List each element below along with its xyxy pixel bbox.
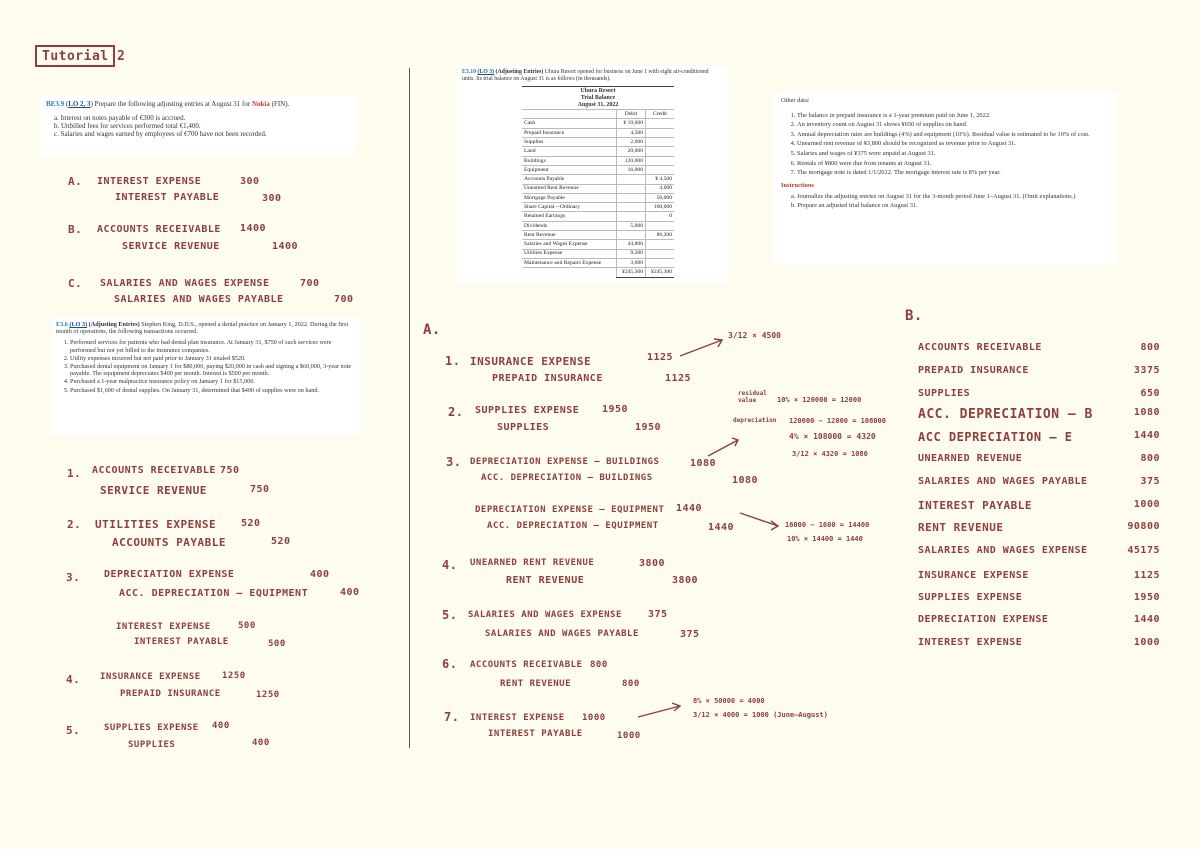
e36-answer-num: 3. <box>66 571 81 584</box>
tb-account-cell: Accounts Payable <box>522 175 617 184</box>
e36-answer-credit: ACCOUNTS PAYABLE <box>112 536 226 549</box>
e36-item: 3. Purchased dental equipment on January 1 for $80,000, paying $20,000 in cash and signing a $60,000, 3-year note payable. The equipment depreciates $400 per month. Interest is $500 per month. <box>70 363 354 377</box>
be39-answer-debit: ACCOUNTS RECEIVABLE <box>97 224 221 235</box>
part-b-account: SUPPLIES EXPENSE <box>918 592 1023 603</box>
part-b-amount: 1440 <box>1133 614 1160 625</box>
part-a-debit-amount: 1000 <box>582 713 606 723</box>
part-a-debit-amount: 1125 <box>647 352 674 363</box>
tb-account-cell: Rent Revenue <box>522 231 617 240</box>
tb-credit-cell: 50,000 <box>646 193 675 202</box>
part-b-label: B. <box>905 308 923 324</box>
part-b-amount: 1080 <box>1133 407 1160 418</box>
be39-lo-link[interactable]: LO 2, 3 <box>68 100 91 108</box>
e36-answer-num: 4. <box>66 673 81 686</box>
part-a-credit-amount: 1950 <box>635 422 662 433</box>
note-dep-calc: 3/12 × 4320 = 1080 <box>792 450 868 458</box>
arrow-icon <box>740 513 778 526</box>
tb-debit-cell: 5,000 <box>617 221 646 230</box>
e36-answer-credit: SERVICE REVENUE <box>100 484 207 497</box>
e36-answer-num: 2. <box>67 518 82 531</box>
part-a-credit: SALARIES AND WAGES PAYABLE <box>485 629 639 639</box>
be39-answer-letter: B. <box>68 223 83 236</box>
e36-item: 1. Performed services for patients who had dental plan insurance. At January 31, $750 of such services were performed but not yet billed to the insurance companies. <box>70 339 354 353</box>
e36-answer-debit: ACCOUNTS RECEIVABLE <box>92 465 216 476</box>
part-b-amount: 45175 <box>1127 545 1160 556</box>
be39-company: Nokia <box>251 100 270 108</box>
tb-account-cell: Share Capital—Ordinary <box>522 203 617 212</box>
tb-title-line: Uhura Resort <box>580 88 616 95</box>
part-a-num: 2. <box>448 405 464 419</box>
e36-heading: (Adjusting Entries) <box>88 321 140 328</box>
note-residual-calc: 10% × 120000 = 12000 <box>777 396 862 404</box>
part-b-account: DEPRECIATION EXPENSE <box>918 614 1049 625</box>
tb-account-cell: Utilities Expense <box>522 249 617 258</box>
e36-item: 4. Purchased a 1-year malpractice insurance policy on January 1 for $15,000. <box>70 378 354 385</box>
other-data-item: 4. Unearned rent revenue of ¥3,800 should be recognized as revenue prior to August 31. <box>797 140 1109 149</box>
part-b-account: ACCOUNTS RECEIVABLE <box>918 342 1042 353</box>
note-dep-calc: 4% × 108000 = 4320 <box>789 432 876 441</box>
be39-code: BE3.9 <box>46 100 65 108</box>
part-b-amount: 1440 <box>1133 430 1160 441</box>
note-depreciation-label: depreciation <box>733 417 777 424</box>
tb-account-cell: Land <box>522 147 617 156</box>
tb-credit-cell: 4,600 <box>646 184 675 193</box>
tb-debit-cell: 16,000 <box>617 165 646 174</box>
tb-debit-cell: 44,800 <box>617 240 646 249</box>
tb-debit-cell: ¥ 19,600 <box>617 119 646 128</box>
tb-account-cell: Supplies <box>522 138 617 147</box>
e36-answer-debit: INSURANCE EXPENSE <box>100 672 201 682</box>
other-data-label: Other data: <box>781 97 810 104</box>
tb-total-cell: ¥245,300 <box>646 268 675 277</box>
part-b-account: PREPAID INSURANCE <box>918 365 1029 376</box>
e310-lo-link[interactable]: (LO 3) <box>477 69 495 75</box>
note-residual-label: residual value <box>738 390 767 404</box>
part-a-credit: SUPPLIES <box>497 422 550 433</box>
e310-intro: Uhura Resort opened for business on June 1 with eight air-conditioned units. Its trial balance on August 31 is as follows (in thousands). <box>462 69 709 82</box>
part-a-debit: DEPRECIATION EXPENSE — BUILDINGS <box>470 457 660 467</box>
tb-debit-cell: 20,000 <box>617 147 646 156</box>
part-a-credit-amount: 1080 <box>732 475 759 486</box>
e36-answer-num: 5. <box>66 724 81 737</box>
part-a-num: 6. <box>442 657 458 671</box>
be39-item: a. Interest on notes payable of €300 is accrued. <box>54 114 186 122</box>
e36-answer-num: 1. <box>67 467 82 480</box>
tb-debit-cell: 3,600 <box>617 258 646 267</box>
e36-intro: Stephen King, D.D.S., opened a dental practice on January 1, 2022. During the first month of operations, the following transactions occurred. <box>56 321 349 336</box>
part-a-label: A. <box>423 322 441 338</box>
tb-credit-cell: 100,000 <box>646 203 675 212</box>
part-b-account: INSURANCE EXPENSE <box>918 570 1029 581</box>
tb-credit-cell: ¥ 4,500 <box>646 175 675 184</box>
be39-answer-credit: INTEREST PAYABLE <box>115 192 220 203</box>
tb-debit-cell: 120,000 <box>617 156 646 165</box>
e36-answer-amount: 400 <box>212 721 230 731</box>
e310-heading: (Adjusting Entries) <box>495 69 544 75</box>
part-b-account: ACC DEPRECIATION — E <box>918 430 1073 444</box>
part-b-amount: 650 <box>1140 388 1160 399</box>
e36-item: 5. Purchased $1,600 of dental supplies. On January 31, determined that $400 of supplies were on hand. <box>70 387 354 394</box>
tb-debit-cell: 9,200 <box>617 249 646 258</box>
part-a-num: 1. <box>445 354 461 368</box>
tb-account-cell: Cash <box>522 119 617 128</box>
tb-account-cell: Salaries and Wages Expense <box>522 240 617 249</box>
part-a-debit: ACCOUNTS RECEIVABLE <box>470 660 583 670</box>
e36-answer-amount: 400 <box>340 587 360 598</box>
note-equip-calc: 10% × 14400 = 1440 <box>787 535 863 543</box>
e36-answer-amount: 500 <box>268 639 286 649</box>
e36-answer-debit: INTEREST EXPENSE <box>116 622 211 632</box>
be39-lo-open: ( <box>65 100 69 108</box>
part-a-num: 3. <box>446 455 462 469</box>
e36-answer-amount: 750 <box>250 484 270 495</box>
part-a-credit-amount: 800 <box>622 679 640 689</box>
tb-account-cell: Unearned Rent Revenue <box>522 184 617 193</box>
part-b-amount: 1000 <box>1133 499 1160 510</box>
be39-answer-letter: A. <box>68 175 83 188</box>
part-a-debit: SUPPLIES EXPENSE <box>475 405 580 416</box>
part-a-credit-amount: 1000 <box>617 731 641 741</box>
part-a-credit-amount: 3800 <box>672 575 699 586</box>
be39-answer-letter: C. <box>68 277 83 290</box>
tb-title-line: August 31, 2022 <box>577 102 619 109</box>
be39-answer-amount: 700 <box>300 278 320 289</box>
part-b-account: ACC. DEPRECIATION — B <box>918 407 1093 422</box>
part-a-credit: INTEREST PAYABLE <box>488 729 583 739</box>
part-b-account: RENT REVENUE <box>918 521 1004 534</box>
be39-answer-debit: SALARIES AND WAGES EXPENSE <box>100 278 270 289</box>
note-insurance-calc: 3/12 × 4500 <box>728 331 781 340</box>
e36-answer-debit: DEPRECIATION EXPENSE <box>104 569 235 580</box>
part-b-amount: 375 <box>1140 476 1160 487</box>
part-a-num: 5. <box>442 608 458 622</box>
part-a-credit-amount: 375 <box>680 629 700 640</box>
tb-debit-cell: 2,600 <box>617 138 646 147</box>
be39-answer-credit: SERVICE REVENUE <box>122 241 220 252</box>
e36-answer-amount: 1250 <box>222 671 246 681</box>
e36-answer-amount: 520 <box>241 518 261 529</box>
e36-answer-credit: INTEREST PAYABLE <box>134 637 229 647</box>
e36-answer-credit: ACC. DEPRECIATION — EQUIPMENT <box>119 588 309 599</box>
part-a-num: 4. <box>442 558 458 572</box>
be39-answer-amount: 1400 <box>272 241 299 252</box>
tb-header-cell: Debit <box>617 110 646 119</box>
tb-header-cell: Credit <box>646 110 675 119</box>
part-a-debit-amount: 800 <box>590 660 608 670</box>
part-a-debit: DEPRECIATION EXPENSE — EQUIPMENT <box>475 505 665 515</box>
note-dep-calc: 120000 − 12000 = 108000 <box>789 417 886 425</box>
part-a-credit: RENT REVENUE <box>506 575 585 586</box>
part-a-debit-amount: 3800 <box>639 558 666 569</box>
other-data-item: 6. Rentals of ¥800 were due from tenants at August 31. <box>797 160 1109 169</box>
other-data-item: 7. The mortgage note is dated 1/1/2022. The mortgage interest rate is 8% per year. <box>797 169 1109 178</box>
part-a-debit-amount: 1080 <box>690 458 717 469</box>
e36-answer-credit: SUPPLIES <box>128 740 176 750</box>
part-a-credit: RENT REVENUE <box>500 679 572 689</box>
part-b-amount: 800 <box>1140 342 1160 353</box>
part-b-amount: 1125 <box>1133 570 1160 581</box>
part-b-amount: 3375 <box>1133 365 1160 376</box>
e36-answer-amount: 1250 <box>256 690 280 700</box>
be39-item: b. Unbilled fees for services performed total €1,400. <box>54 122 201 130</box>
instruction-item: b. Prepare an adjusted trial balance on August 31. <box>791 201 918 209</box>
tb-account-cell: Equipment <box>522 165 617 174</box>
instructions-label: Instructions <box>781 181 815 189</box>
e310-code: E3.10 <box>462 69 477 75</box>
be39-answer-amount: 700 <box>334 294 354 305</box>
e36-item: 2. Utility expenses incurred but not paid prior to January 31 totaled $520. <box>70 355 354 362</box>
tb-debit-cell: 4,500 <box>617 128 646 137</box>
arrow-icon <box>708 440 738 456</box>
part-a-debit-amount: 375 <box>648 609 668 620</box>
be39-answer-amount: 300 <box>240 176 260 187</box>
e36-code: E3.6 <box>56 321 68 328</box>
tb-account-cell: Mortgage Payable <box>522 193 617 202</box>
other-data-item: 1. The balance in prepaid insurance is a 1-year premium paid on June 1, 2022. <box>797 112 1109 121</box>
tb-account-cell: Dividends <box>522 221 617 230</box>
be39-item: c. Salaries and wages earned by employees of €700 have not been recorded. <box>54 130 267 138</box>
part-a-debit: UNEARNED RENT REVENUE <box>470 558 595 568</box>
instruction-item: a. Journalize the adjusting entries on August 31 for the 3-month period June 1–August 31. (Omit explanations.) <box>791 193 1076 201</box>
e36-answer-amount: 400 <box>310 569 330 580</box>
part-b-amount: 90800 <box>1127 521 1160 532</box>
e36-answer-debit: UTILITIES EXPENSE <box>95 518 217 531</box>
other-data-item: 3. Annual depreciation rates are buildings (4%) and equipment (10%). Residual value is estimated to be 10% of cost. <box>797 131 1109 140</box>
part-a-debit-amount: 1950 <box>602 404 629 415</box>
tb-total-cell: ¥245,300 <box>617 268 646 277</box>
part-a-credit-amount: 1125 <box>665 373 692 384</box>
e36-answer-amount: 500 <box>238 621 256 631</box>
part-b-account: SALARIES AND WAGES PAYABLE <box>918 476 1088 487</box>
part-b-account: INTEREST EXPENSE <box>918 637 1023 648</box>
part-b-account: UNEARNED REVENUE <box>918 453 1023 464</box>
page-title: Tutorial 2 <box>42 49 126 64</box>
part-a-credit: ACC. DEPRECIATION — EQUIPMENT <box>487 521 659 531</box>
tb-account-cell: Buildings <box>522 156 617 165</box>
tb-account-cell: Prepaid Insurance <box>522 128 617 137</box>
tb-credit-cell: 0 <box>646 212 675 221</box>
be39-answer-debit: INTEREST EXPENSE <box>97 176 202 187</box>
tb-account-cell: Retained Earnings <box>522 212 617 221</box>
be39-lo-close: ) <box>90 100 93 108</box>
part-b-amount: 800 <box>1140 453 1160 464</box>
part-b-account: SALARIES AND WAGES EXPENSE <box>918 545 1088 556</box>
part-a-debit: SALARIES AND WAGES EXPENSE <box>468 610 622 620</box>
other-data-item: 2. An inventory count on August 31 shows ¥650 of supplies on hand. <box>797 121 1109 130</box>
part-b-account: SUPPLIES <box>918 388 971 399</box>
be39-prompt: Prepare the following adjusting entries at August 31 for <box>94 100 251 108</box>
part-a-credit-amount: 1440 <box>708 522 735 533</box>
e36-answer-debit: SUPPLIES EXPENSE <box>104 723 199 733</box>
part-a-credit: ACC. DEPRECIATION — BUILDINGS <box>481 473 653 483</box>
note-equip-calc: 16000 − 1600 = 14400 <box>785 521 870 529</box>
part-a-debit: INTEREST EXPENSE <box>470 713 565 723</box>
part-b-amount: 1000 <box>1133 637 1160 648</box>
part-b-account: INTEREST PAYABLE <box>918 499 1032 512</box>
part-a-credit: PREPAID INSURANCE <box>492 373 603 384</box>
part-a-debit: INSURANCE EXPENSE <box>470 355 592 368</box>
part-a-num: 7. <box>444 710 460 724</box>
part-b-amount: 1950 <box>1133 592 1160 603</box>
be39-answer-credit: SALARIES AND WAGES PAYABLE <box>114 294 284 305</box>
be39-answer-amount: 1400 <box>240 223 267 234</box>
arrow-icon <box>680 340 722 356</box>
part-a-debit-amount: 1440 <box>676 503 703 514</box>
e36-answer-amount: 750 <box>220 465 240 476</box>
tb-title-line: Trial Balance <box>580 95 616 102</box>
arrow-icon <box>638 706 680 717</box>
e36-answer-amount: 520 <box>271 536 291 547</box>
other-data-item: 5. Salaries and wages of ¥375 were unpaid at August 31. <box>797 150 1109 159</box>
note-interest-calc: 3/12 × 4000 = 1000 (June–August) <box>693 711 828 719</box>
e36-lo-link[interactable]: (LO 3) <box>69 321 88 328</box>
tb-account-cell: Maintenance and Repairs Expense <box>522 258 617 267</box>
be39-suffix: (FIN). <box>271 100 290 108</box>
be39-answer-amount: 300 <box>262 193 282 204</box>
note-interest-calc: 8% × 50000 = 4000 <box>693 697 765 705</box>
e36-answer-credit: PREPAID INSURANCE <box>120 689 221 699</box>
e36-answer-amount: 400 <box>252 738 270 748</box>
tb-credit-cell: 86,200 <box>646 231 675 240</box>
